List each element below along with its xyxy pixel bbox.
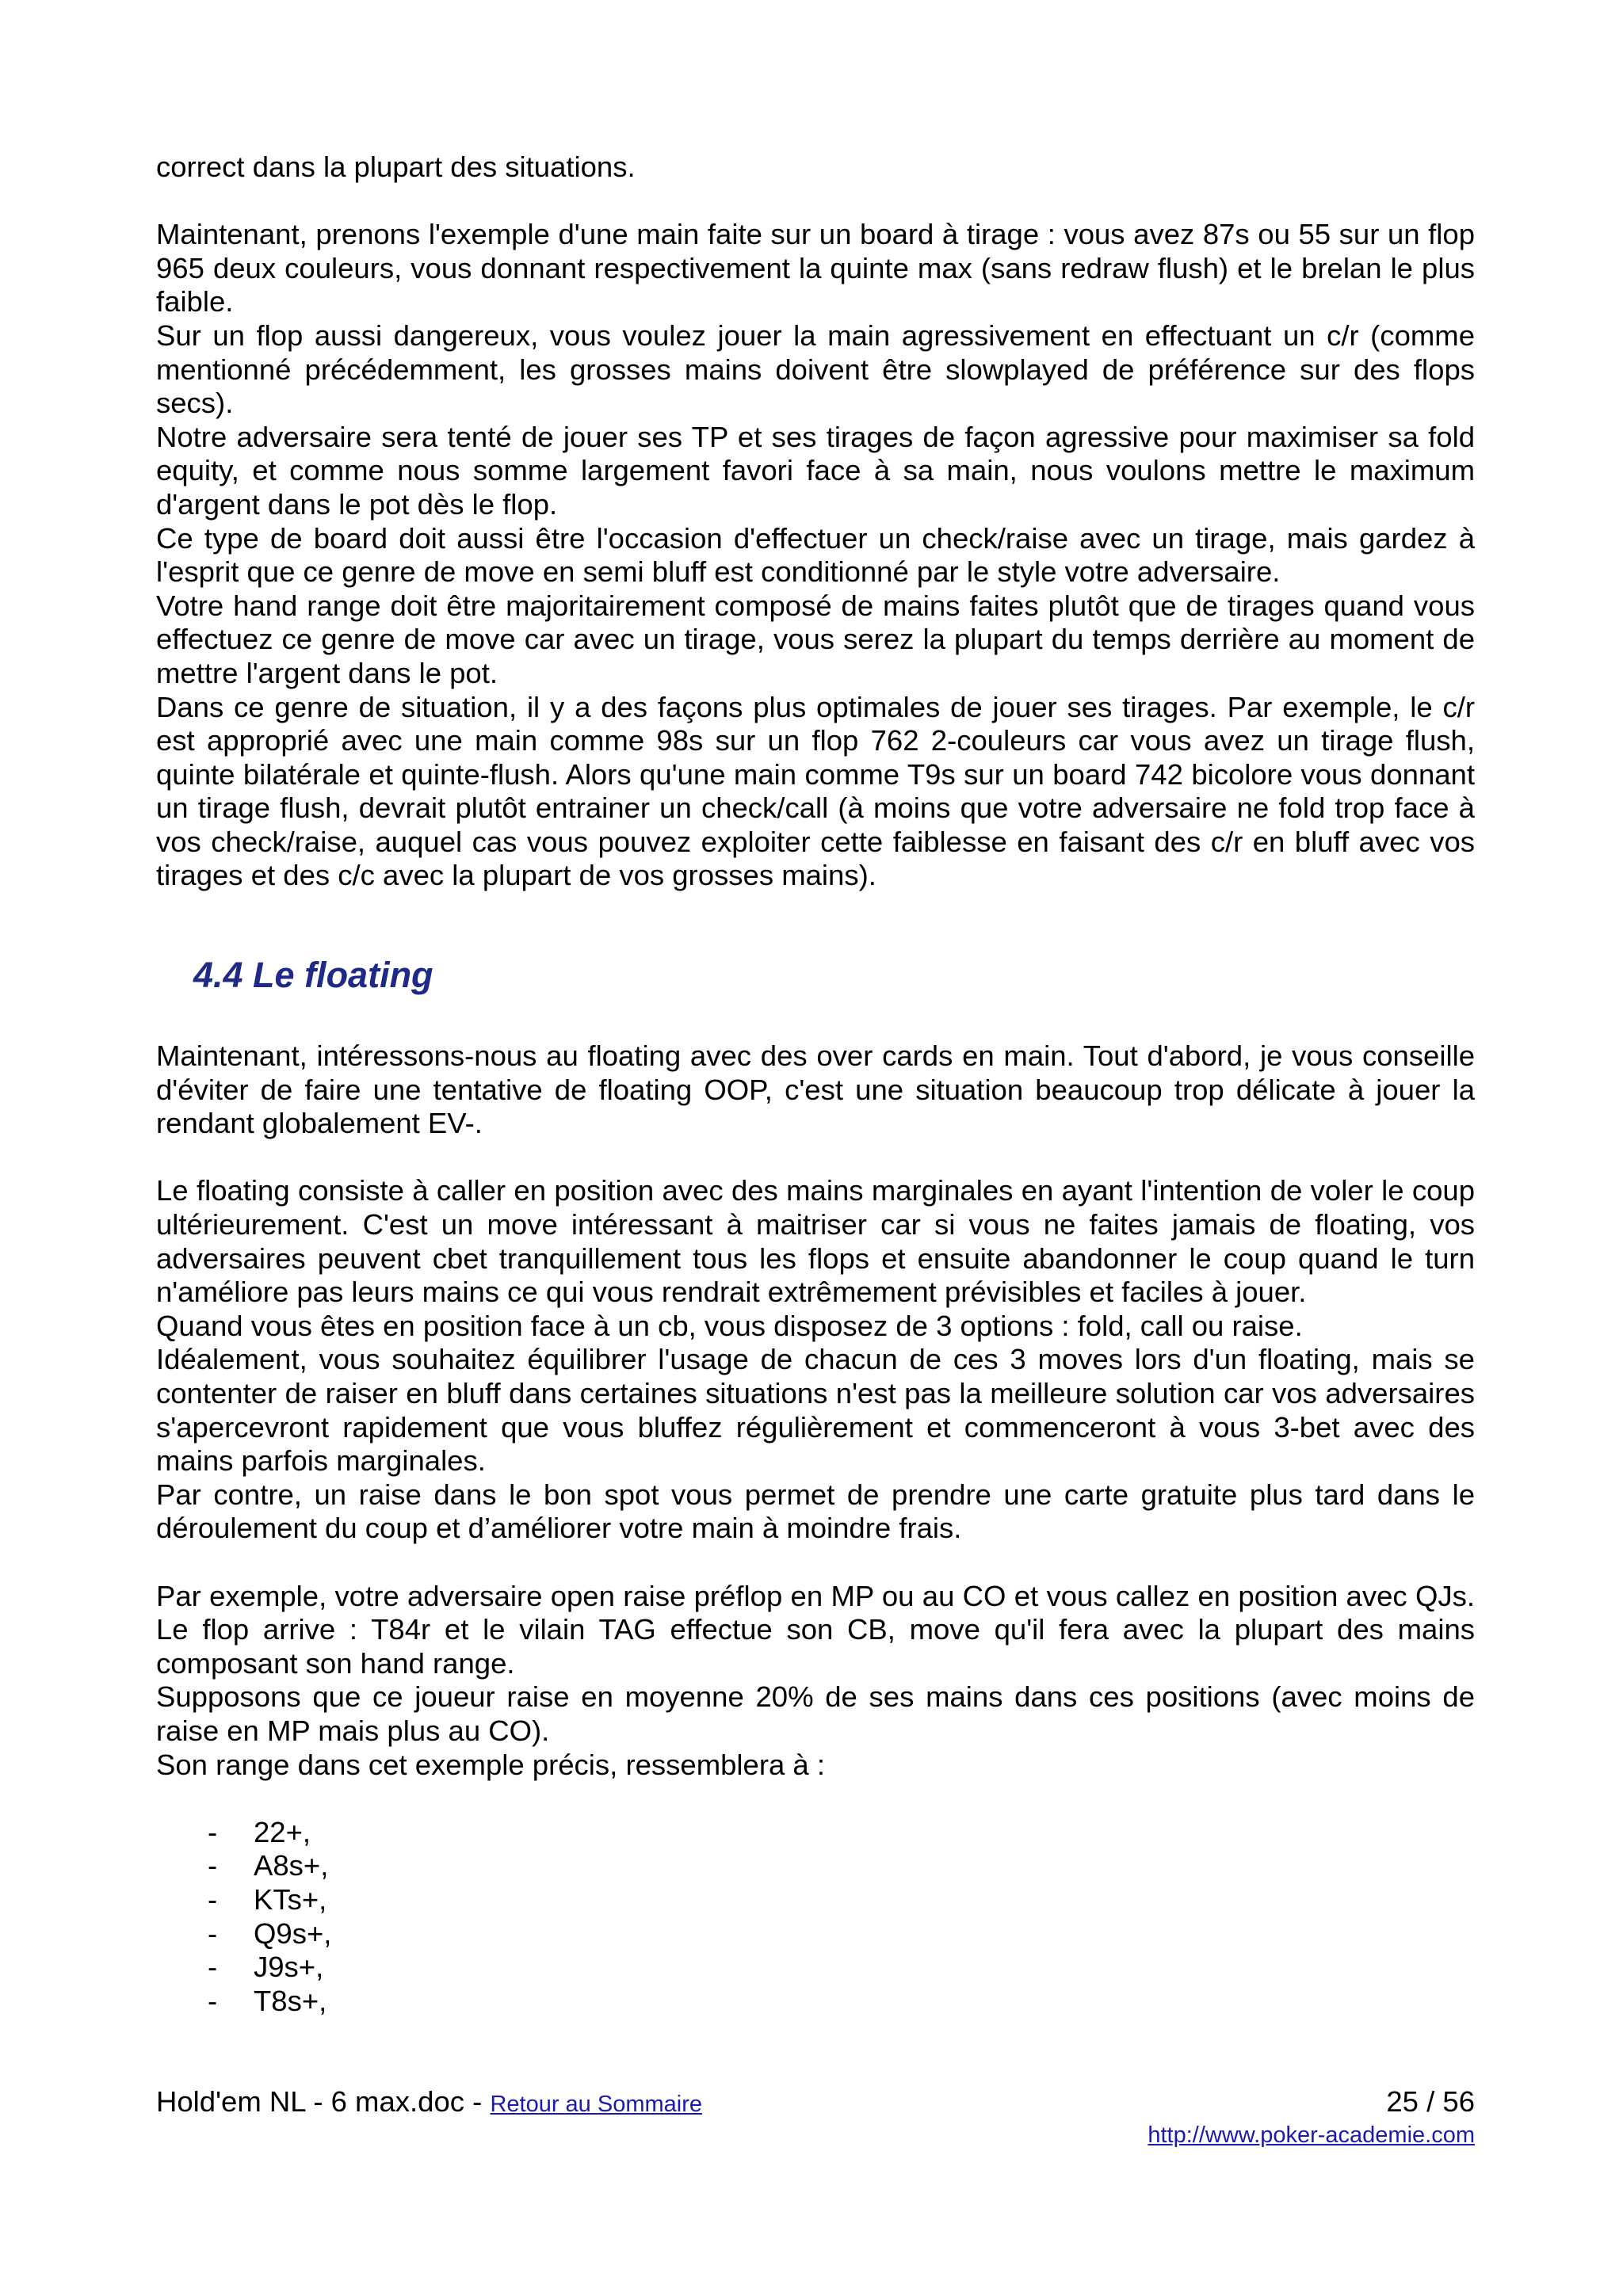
- list-item: [156, 1816, 1475, 1850]
- list-item-text: J9s+,: [254, 1951, 324, 1984]
- list-bullet: -: [208, 1951, 218, 1984]
- spacer: [156, 996, 1475, 1039]
- spacer: [156, 1782, 1475, 1816]
- list-item-text: A8s+,: [254, 1849, 329, 1882]
- paragraph: Maintenant, intéressons-nous au floating avec des over cards en main. Tout d'abord, je vous conseille d'éviter de faire une tentative de floating OOP, c'est une situation beaucoup trop délicate à jouer la rendant globalement EV-.: [156, 1039, 1475, 1140]
- footer-left: [156, 2085, 702, 2121]
- paragraph: Votre hand range doit être majoritairement composé de mains faites plutôt que de tirages quand vous effectuez ce genre de move car avec un tirage, vous serez la plupart du temps derrière au moment de mettre l'argent dans le pot.: [156, 589, 1475, 689]
- spacer: [156, 1141, 1475, 1175]
- paragraph: Maintenant, prenons l'exemple d'une main faite sur un board à tirage : vous avez 87s ou 55 sur un flop 965 deux couleurs, vous donnant respectivement la quinte max (sans redraw flush) et le brelan le plus faible.: [156, 218, 1475, 318]
- list-bullet: -: [208, 1849, 218, 1882]
- paragraph: Idéalement, vous souhaitez équilibrer l'usage de chacun de ces 3 moves lors d'un floating, mais se contenter de raiser en bluff dans certaines situations n'est pas la meilleure solution car vos adversaires s'apercevront rapidement que vous bluffez régulièrement et commenceront à vous 3-bet avec des mains parfois marginales.: [156, 1343, 1475, 1478]
- list-bullet: -: [208, 1984, 218, 2017]
- paragraph: correct dans la plupart des situations.: [156, 151, 636, 183]
- paragraph: Notre adversaire sera tenté de jouer ses TP et ses tirages de façon agressive pour maximiser sa fold equity, et comme nous somme largement favori face à sa main, nous voulons mettre le maximum d'argent dans le pot dès le flop.: [156, 420, 1475, 521]
- list-bullet: -: [208, 1815, 218, 1848]
- paragraph: Ce type de board doit aussi être l'occasion d'effectuer un check/raise avec un tirage, mais gardez à l'esprit que ce genre de move en semi bluff est conditionné par le style votre adversaire.: [156, 521, 1475, 589]
- paragraph: Son range dans cet exemple précis, ressemblera à :: [156, 1748, 825, 1781]
- page-number: 25 / 56: [1386, 2085, 1475, 2118]
- list-item-text: 22+,: [254, 1815, 311, 1848]
- paragraph: Dans ce genre de situation, il y a des façons plus optimales de jouer ses tirages. Par exemple, le c/r est approprié avec une main comme 98s sur un flop 762 2-couleurs car vous avez un tirage flush, quinte bilatérale et quinte-flush. Alors qu'une main comme T9s sur un board 742 bicolore vous donnant un tirage flush, devrait plutôt entrainer un check/call (à moins que votre adversaire ne fold trop face à vos check/raise, auquel cas vous pouvez exploiter cette faiblesse en faisant des c/r en bluff avec vos tirages et des c/c avec la plupart de vos grosses mains).: [156, 690, 1475, 892]
- hand-range-list: [156, 1816, 1475, 2019]
- document-page: [156, 151, 1475, 2018]
- list-item-text: Q9s+,: [254, 1917, 332, 1950]
- list-bullet: -: [208, 1882, 218, 1916]
- paragraph: Par contre, un raise dans le bon spot vous permet de prendre une carte gratuite plus tard dans le déroulement du coup et d’améliorer votre main à moindre frais.: [156, 1478, 1475, 1545]
- list-bullet: -: [208, 1917, 218, 1950]
- list-item: [156, 1985, 1475, 2019]
- paragraph: Le floating consiste à caller en position avec des mains marginales en ayant l'intention de voler le coup ultérieurement. C'est un move intéressant à maitriser car si vous ne faites jamais de floating, vos adversaires peuvent cbet tranquillement tous les flops et ensuite abandonner le coup quand le turn n'améliore pas leurs mains ce qui vous rendrait extrêmement prévisibles et faciles à jouer.: [156, 1174, 1475, 1309]
- spacer: [156, 185, 1475, 219]
- list-item: [156, 1849, 1475, 1883]
- paragraph: Par exemple, votre adversaire open raise préflop en MP ou au CO et vous callez en position avec QJs. Le flop arrive : T84r et le vilain TAG effectue son CB, move qu'il fera avec la plupart des mains composant son hand range.: [156, 1579, 1475, 1680]
- list-item: [156, 1883, 1475, 1917]
- document-name: Hold'em NL - 6 max.doc -: [156, 2085, 491, 2118]
- list-item-text: T8s+,: [254, 1984, 327, 2017]
- spacer: [156, 1546, 1475, 1580]
- list-item: [156, 1951, 1475, 1985]
- paragraph: Sur un flop aussi dangereux, vous voulez jouer la main agressivement en effectuant un c/r (comme mentionné précédemment, les grosses mains doivent être slowplayed de préférence sur des flops secs).: [156, 318, 1475, 420]
- section-heading: 4.4 Le floating: [193, 955, 433, 996]
- paragraph: Quand vous êtes en position face à un cb, vous disposez de 3 options : fold, call ou raise.: [156, 1309, 1303, 1342]
- site-link[interactable]: http://www.poker-academie.com: [1148, 2122, 1475, 2148]
- paragraph: Supposons que ce joueur raise en moyenne 20% de ses mains dans ces positions (avec moins de raise en MP mais plus au CO).: [156, 1680, 1475, 1747]
- list-item: [156, 1917, 1475, 1951]
- toc-link[interactable]: Retour au Sommaire: [490, 2092, 703, 2117]
- spacer: [156, 893, 1475, 955]
- list-item-text: KTs+,: [254, 1882, 327, 1916]
